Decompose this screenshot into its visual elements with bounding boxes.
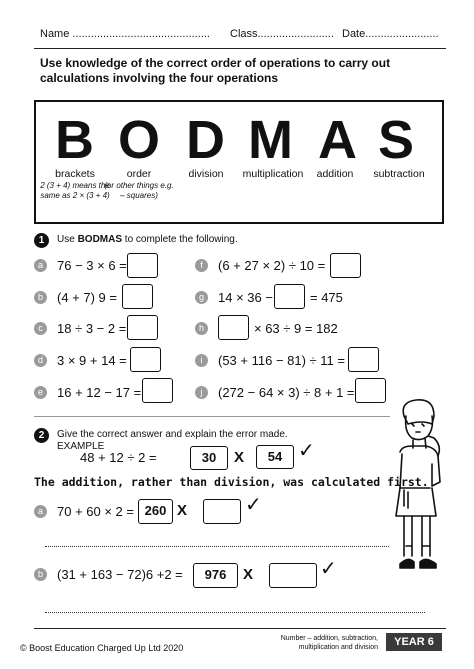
question-2-number: 2 [34, 428, 49, 443]
q1-expr-d: 3 × 9 + 14 = [57, 353, 127, 368]
q2b-cross-icon: X [243, 566, 254, 583]
q1-badge-j: j [195, 386, 208, 399]
q1-badge-f: f [195, 259, 208, 272]
q1-badge-d: d [34, 354, 47, 367]
q1-expr-f: (6 + 27 × 2) ÷ 10 = [218, 258, 326, 273]
year-badge: YEAR 6 [386, 633, 442, 651]
q2a-cross-icon: X [177, 502, 188, 519]
q1-answer-box-c[interactable] [127, 315, 158, 340]
q1-badge-c: c [34, 322, 47, 335]
letter-s: S [378, 110, 415, 170]
example-explanation: The addition, rather than division, was calculated first. [34, 475, 429, 489]
q2b-wrong-answer: 976 [193, 563, 238, 588]
question-1-instruction: Use BODMAS to complete the following. [57, 234, 238, 245]
example-wrong-answer: 30 [190, 446, 228, 470]
copyright-notice: © Boost Education Charged Up Ltd 2020 [20, 643, 184, 653]
letter-o: O [118, 110, 161, 170]
q2b-correct-answer-box[interactable] [269, 563, 317, 588]
q1-expr-g-right: = 475 [310, 290, 343, 305]
q1-answer-box-d[interactable] [130, 347, 161, 372]
word-multiplication: multiplication [242, 168, 304, 180]
question-1-number: 1 [34, 233, 49, 248]
letter-b: B [55, 110, 94, 170]
thinking-child-illustration [382, 396, 454, 576]
example-label: EXAMPLE [57, 441, 105, 452]
date-field-label: Date........................ [342, 28, 439, 40]
q1-expr-i: (53 + 116 − 81) ÷ 11 = [218, 353, 345, 368]
q1-badge-e: e [34, 386, 47, 399]
letter-m: M [248, 110, 293, 170]
class-field-label: Class......................... [230, 28, 334, 40]
question-2-instruction: Give the correct answer and explain the error made. [57, 429, 288, 440]
q2a-wrong-answer: 260 [138, 499, 173, 524]
q2a-explanation-line[interactable] [45, 546, 389, 547]
q1-badge-g: g [195, 291, 208, 304]
q2a-correct-answer-box[interactable] [203, 499, 241, 524]
q1-expr-h: × 63 ÷ 9 = 182 [254, 321, 338, 336]
example-expression: 48 + 12 ÷ 2 = [80, 450, 157, 465]
q1-expr-e: 16 + 12 − 17 = [57, 385, 142, 400]
section-divider [34, 416, 390, 417]
q2a-expression: 70 + 60 × 2 = [57, 504, 134, 519]
q2b-explanation-line[interactable] [45, 612, 425, 613]
q1-answer-box-b[interactable] [122, 284, 153, 309]
q1-answer-box-a[interactable] [127, 253, 158, 278]
q1-badge-i: i [195, 354, 208, 367]
word-division: division [188, 168, 224, 180]
q1-answer-box-g[interactable] [274, 284, 305, 309]
letter-d: D [186, 110, 225, 170]
example-cross-icon: X [234, 449, 245, 466]
name-field-label: Name ............................................. [40, 28, 210, 40]
word-addition: addition [316, 168, 354, 180]
q1-badge-b: b [34, 291, 47, 304]
example-correct-answer: 54 [256, 445, 294, 469]
header-divider [34, 48, 446, 49]
q1-answer-box-i[interactable] [348, 347, 379, 372]
q1-answer-box-e[interactable] [142, 378, 173, 403]
q1-expr-a: 76 − 3 × 6 = [57, 258, 127, 273]
q1-answer-box-h[interactable] [218, 315, 249, 340]
order-note: (or other things e.g. – squares) [104, 181, 174, 200]
example-tick-icon: ✓ [298, 440, 315, 462]
word-order: order [126, 168, 152, 180]
letter-a: A [318, 110, 357, 170]
topic-label: Number – addition, subtraction, multiplication and division [280, 635, 378, 651]
brackets-note: 2 (3 + 4) means the same as 2 × (3 + 4) [40, 181, 110, 200]
footer-divider [34, 628, 446, 629]
q1-expr-j: (272 − 64 × 3) ÷ 8 + 1 = [218, 385, 355, 400]
word-subtraction: subtraction [373, 168, 425, 180]
q1-expr-g-left: 14 × 36 − [218, 290, 273, 305]
q2b-expression: (31 + 163 − 72)6 +2 = [57, 567, 183, 582]
q1-expr-c: 18 ÷ 3 − 2 = [57, 321, 127, 336]
word-brackets: brackets [55, 168, 95, 180]
q2b-tick-icon: ✓ [320, 558, 337, 580]
q2a-tick-icon: ✓ [245, 494, 262, 516]
learning-objective: Use knowledge of the correct order of operations to carry out calculations involving the four operations [40, 56, 391, 85]
q1-expr-b: (4 + 7) 9 = [57, 290, 117, 305]
q1-answer-box-f[interactable] [330, 253, 361, 278]
q2-badge-a: a [34, 505, 47, 518]
q1-badge-h: h [195, 322, 208, 335]
q1-badge-a: a [34, 259, 47, 272]
q2-badge-b: b [34, 568, 47, 581]
